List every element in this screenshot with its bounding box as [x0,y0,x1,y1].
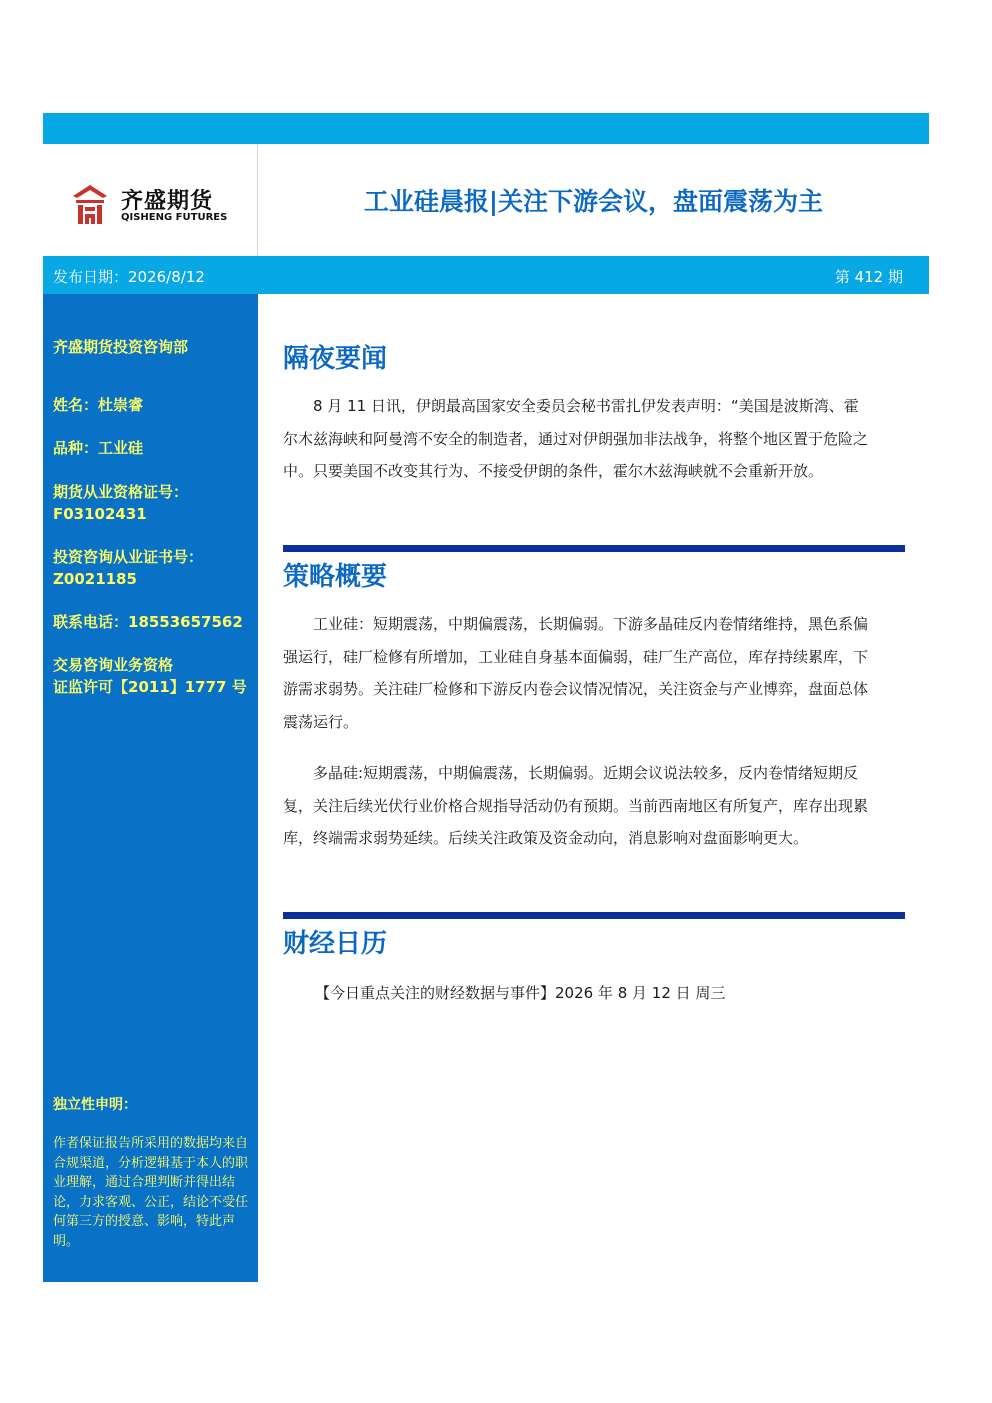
declaration-title: 独立性申明： [53,1097,137,1113]
futures-cert-number: F03102431 [53,505,147,523]
issue-number: 第 412 期 [834,268,903,286]
analyst-name: 姓名：杜崇睿 [53,396,144,414]
logo-chinese-name: 齐盛期货 [121,189,214,214]
section-divider [283,545,905,552]
invest-cert-label: 投资咨询从业证书号： [53,548,204,566]
section-title-calendar: 财经日历 [283,929,388,959]
calendar-headline: 【今日重点关注的财经数据与事件】2026 年 8 月 12 日 周三 [315,984,726,1002]
futures-cert-label: 期货从业资格证号： [53,483,189,501]
section-title-strategy: 策略概要 [283,562,388,592]
section-divider [283,912,905,919]
analyst-sidebar [43,294,258,1282]
company-logo [67,180,247,228]
contact-phone: 联系电话：18553657562 [53,613,243,631]
top-color-bar [43,113,929,144]
product-variety: 品种：工业硅 [53,439,144,457]
publish-date: 发布日期：2026/8/12 [53,268,205,286]
news-paragraph: 8 月 11 日讯，伊朗最高国家安全委员会秘书雷扎伊发表声明：“美国是波斯湾、霍尔木兹海峡和阿曼湾不安全的制造者，通过对伊朗强加非法战争，将整个地区置于危险之中。只要美国不改变其行为、不接受伊朗的条件，霍尔木兹海峡就不会重新开放。 [283,397,869,480]
strategy-paragraph-silicon: 工业硅：短期震荡，中期偏震荡，长期偏弱。下游多晶硅反内卷情绪维持，黑色系偏强运行，硅厂检修有所增加，工业硅自身基本面偏弱，硅厂生产高位，库存持续累库，下游需求弱势。关注硅厂检修和下游反内卷会议情况情况，关注资金与产业博弈，盘面总体震荡运行。 [283,615,869,731]
license-line-2: 证监许可【2011】1777 号 [53,678,247,696]
report-title: 工业硅晨报|关注下游会议，盘面震荡为主 [363,187,824,216]
section-title-news: 隔夜要闻 [283,344,388,374]
report-header [43,144,929,256]
department-name: 齐盛期货投资咨询部 [53,338,189,356]
date-bar [43,256,929,294]
invest-cert-number: Z0021185 [53,570,137,588]
license-line-1: 交易咨询业务资格 [53,656,174,674]
strategy-paragraph-polysilicon: 多晶硅:短期震荡，中期偏震荡，长期偏弱。近期会议说法较多，反内卷情绪短期反复，关注后续光伏行业价格合规指导活动仍有预期。当前西南地区有所复产，库存出现累库，终端需求弱势延续。后续关注政策及资金动向，消息影响对盘面影响更大。 [283,764,869,847]
logo-english-name: QISHENG FUTURES [121,212,228,223]
declaration-body: 作者保证报告所采用的数据均来自合规渠道，分析逻辑基于本人的职业理解，通过合理判断并得出结论，力求客观、公正，结论不受任何第三方的授意、影响，特此声明。 [53,1136,249,1249]
qisheng-emblem-icon [67,182,113,228]
